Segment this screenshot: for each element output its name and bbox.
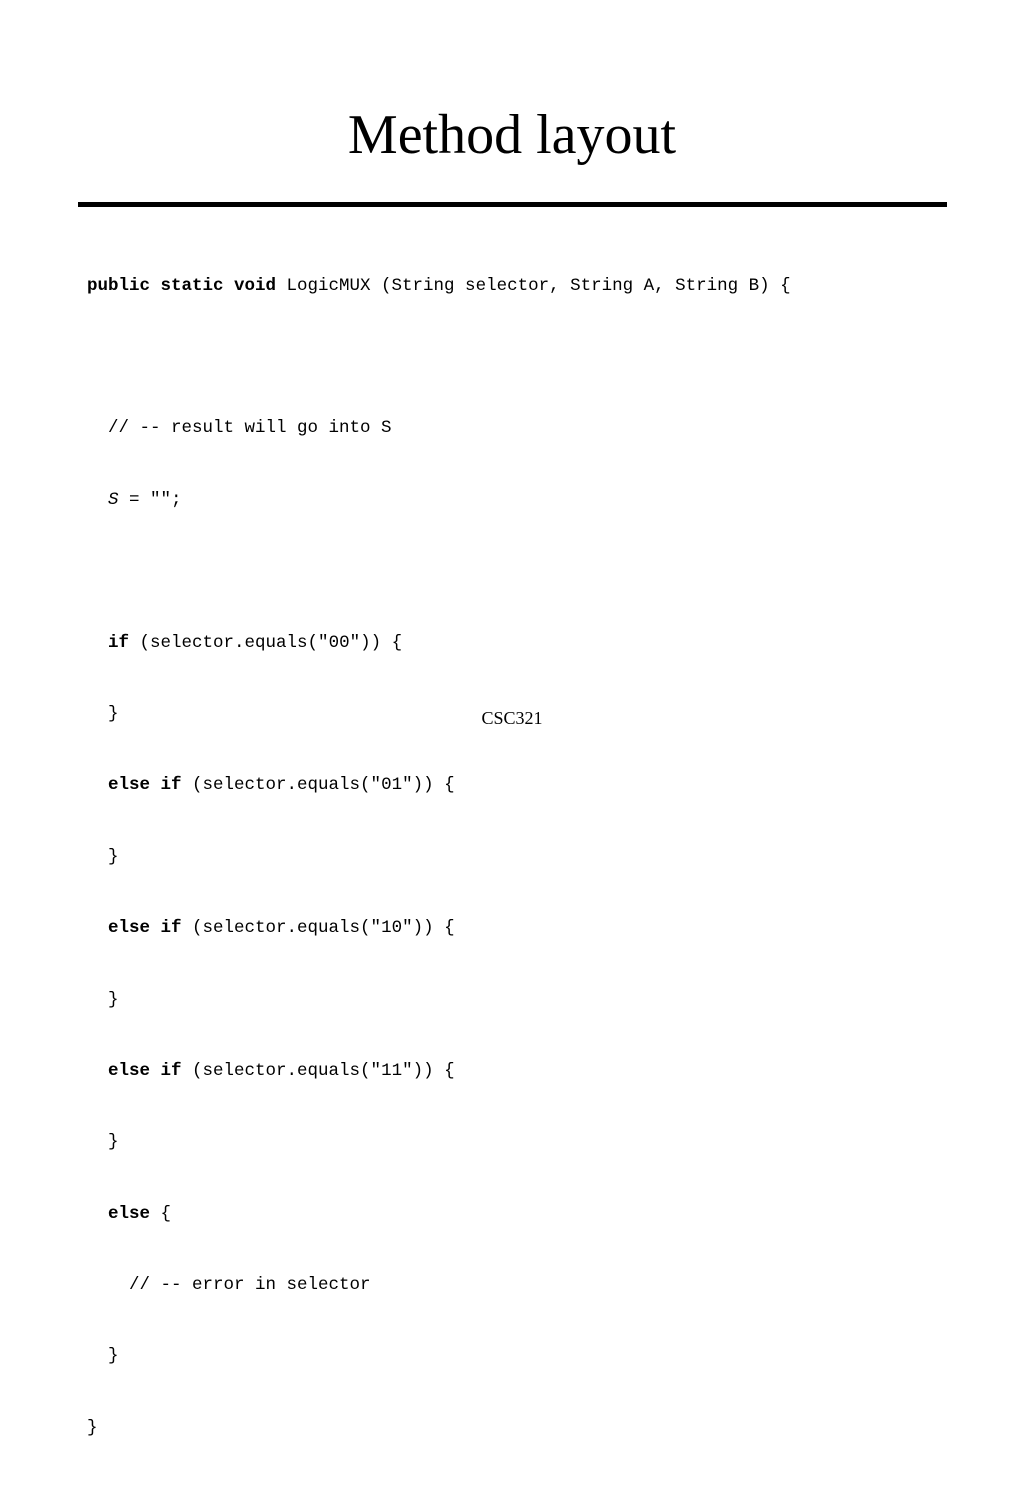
code-text: (selector.equals("01")) { <box>181 775 455 796</box>
code-brace: } <box>87 989 119 1010</box>
code-keyword: else if <box>108 1060 182 1081</box>
code-keyword: else if <box>108 775 182 796</box>
code-indent <box>87 490 108 510</box>
code-block <box>87 227 947 1488</box>
code-comment: // -- error in selector <box>87 1275 371 1296</box>
code-keyword: else if <box>108 918 182 939</box>
code-keyword: public static void <box>87 275 277 296</box>
code-variable: S <box>108 489 119 510</box>
code-indent <box>87 1204 108 1224</box>
code-brace: } <box>87 1132 119 1153</box>
code-line <box>87 489 947 513</box>
code-text: LogicMUX (String selector, String A, String B) { <box>276 275 791 296</box>
code-line <box>87 275 947 299</box>
code-brace: } <box>87 703 119 724</box>
code-brace: } <box>87 846 119 867</box>
slide-footer: CSC321 <box>481 708 543 728</box>
code-keyword: if <box>108 632 130 653</box>
code-line <box>87 1060 947 1084</box>
code-line-blank <box>87 346 947 370</box>
code-text: (selector.equals("00")) { <box>129 632 403 653</box>
code-line <box>87 632 947 656</box>
code-text: { <box>150 1203 172 1224</box>
code-indent <box>87 1061 108 1081</box>
code-text: = ""; <box>118 489 182 510</box>
code-comment: // -- result will go into S <box>87 418 392 439</box>
code-text: (selector.equals("11")) { <box>181 1060 455 1081</box>
code-brace: } <box>87 1346 119 1367</box>
title-divider <box>78 202 947 207</box>
slide-title: Method layout <box>347 104 677 166</box>
code-indent <box>87 775 108 795</box>
code-keyword: else <box>108 1203 151 1224</box>
code-indent <box>87 918 108 938</box>
code-line <box>87 917 947 941</box>
code-text: (selector.equals("10")) { <box>181 918 455 939</box>
code-brace: } <box>87 1417 98 1438</box>
code-line-blank <box>87 560 947 584</box>
code-indent <box>87 633 108 653</box>
code-line <box>87 1203 947 1227</box>
code-line <box>87 774 947 798</box>
